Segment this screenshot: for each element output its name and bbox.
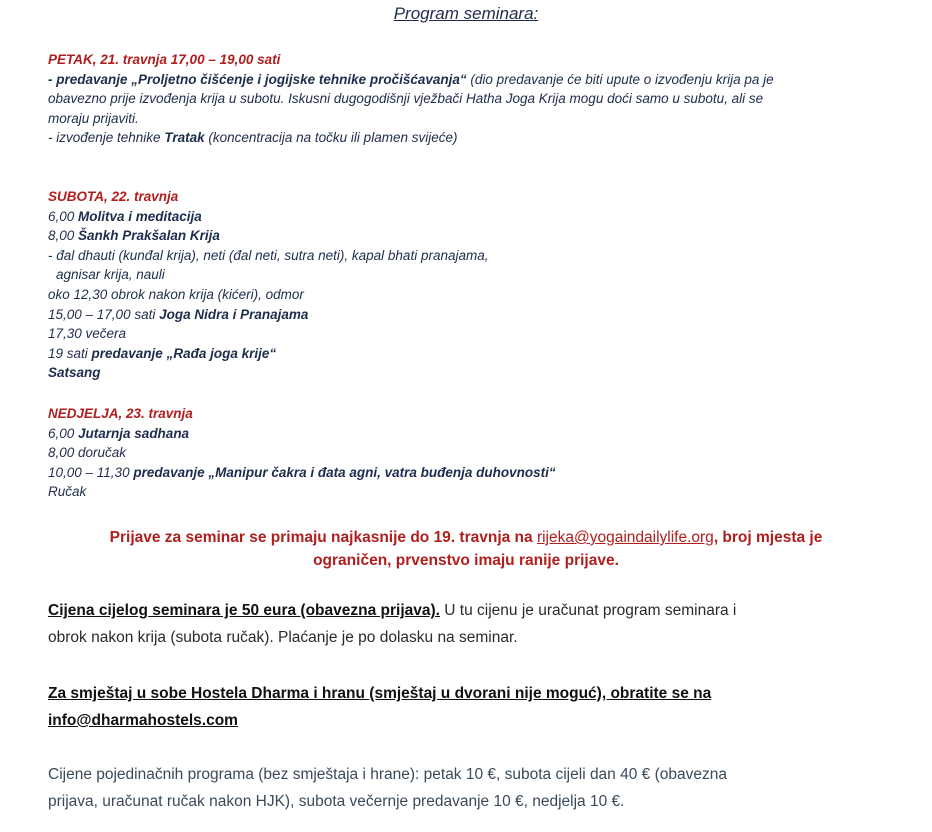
saturday-line-8	[48, 344, 488, 364]
individual-line-1: Cijene pojedinačnih programa (bez smještaja i hrane): petak 10 €, subota cijeli dan 40 € (obavezna	[48, 766, 727, 783]
saturday-satsang: Satsang	[48, 365, 101, 381]
sunday-time-3: 10,00 – 11,30	[48, 464, 134, 480]
saturday-item-6: Joga Nidra i Pranajama	[159, 306, 309, 322]
individual-line-2: prijava, uračunat ručak nakon HJK), subota večernje predavanje 10 €, nedjelja 10 €.	[48, 793, 625, 810]
sunday-line-3	[48, 463, 556, 483]
sunday-heading: NEDJELJA, 23. travnja	[48, 406, 193, 421]
individual-prices-paragraph	[48, 761, 888, 815]
hostel-paragraph	[48, 680, 888, 734]
saturday-time-8: 19 sati	[48, 345, 92, 361]
saturday-line-9	[48, 363, 488, 383]
saturday-time-6: 15,00 – 17,00 sati	[48, 306, 160, 322]
friday-tratak-post: (koncentracija na točku ili plamen svijeće)	[204, 130, 458, 146]
saturday-item-1: Molitva i meditacija	[78, 208, 202, 224]
notice-text: Prijave za seminar se primaju najkasnije do 19. travnja na	[109, 529, 537, 546]
sunday-time-1: 6,00	[48, 425, 79, 441]
saturday-item-2: Šankh Prakšalan Krija	[78, 228, 220, 244]
sunday-line-1	[48, 424, 556, 444]
price-bold: Cijena cijelog seminara je 50 eura (obavezna prijava).	[48, 602, 440, 619]
page-title: Program seminara:	[393, 4, 539, 23]
hostel-line-1: Za smještaj u sobe Hostela Dharma i hranu (smještaj u dvorani nije moguć), obratite se na	[48, 685, 712, 702]
price-paragraph	[48, 597, 888, 651]
friday-heading: PETAK, 21. travnja 17,00 – 19,00 sati	[48, 52, 281, 67]
friday-line-4	[48, 128, 774, 148]
friday-tratak: Tratak	[164, 130, 205, 146]
friday-line-2: obavezno prije izvođenja krija u subotu. Iskusni dugogodišnji vježbači Hatha Joga Krija mogu doći samo u subotu, ali se	[48, 91, 764, 107]
saturday-time-2: 8,00	[48, 228, 79, 244]
friday-line-1	[48, 70, 774, 90]
price-rest: U tu cijenu je uračunat program seminara i	[439, 602, 737, 619]
saturday-section	[48, 187, 488, 383]
friday-lecture-title: - predavanje „Proljetno čišćenje i jogijske tehnike pročišćavanja“	[48, 71, 467, 87]
saturday-line-5: oko 12,30 obrok nakon krija (kićeri), odmor	[48, 286, 304, 302]
notice-line-1	[40, 526, 892, 549]
price-line-1	[48, 597, 888, 624]
friday-line-3: moraju prijaviti.	[48, 110, 139, 126]
sunday-section	[48, 404, 556, 502]
registration-email-link[interactable]: rijeka@yogaindailylife.org	[536, 529, 714, 546]
notice-line-2: ograničen, prvenstvo imaju ranije prijave.	[313, 552, 619, 569]
saturday-time-1: 6,00	[48, 208, 79, 224]
sunday-line-2: 8,00 doručak	[48, 445, 127, 461]
sunday-item-1: Jutarnja sadhana	[78, 425, 190, 441]
registration-notice	[40, 526, 892, 572]
saturday-line-7: 17,30 večera	[48, 326, 127, 342]
price-line-2: obrok nakon krija (subota ručak). Plaćanje je po dolasku na seminar.	[48, 629, 518, 646]
notice-text-post: , broj mjesta je	[713, 529, 823, 546]
sunday-item-3: predavanje „Manipur čakra i đata agni, vatra buđenja duhovnosti“	[133, 464, 556, 480]
friday-tratak-pre: - izvođenje tehnike	[48, 130, 165, 146]
friday-lecture-note: (dio predavanje će biti upute o izvođenju krija pa je	[466, 71, 774, 87]
saturday-item-8: predavanje „Rađa joga krije“	[91, 345, 277, 361]
saturday-line-1	[48, 207, 488, 227]
sunday-line-4: Ručak	[48, 484, 87, 500]
saturday-line-3: - đal dhauti (kunđal krija), neti (đal neti, sutra neti), kapal bhati pranajama,	[48, 247, 489, 263]
saturday-heading: SUBOTA, 22. travnja	[48, 189, 179, 204]
friday-section	[48, 50, 774, 148]
saturday-line-6	[48, 305, 488, 325]
saturday-line-2	[48, 226, 488, 246]
hostel-email-link[interactable]: info@dharmahostels.com	[48, 712, 238, 729]
saturday-line-4: agnisar krija, nauli	[56, 267, 165, 283]
